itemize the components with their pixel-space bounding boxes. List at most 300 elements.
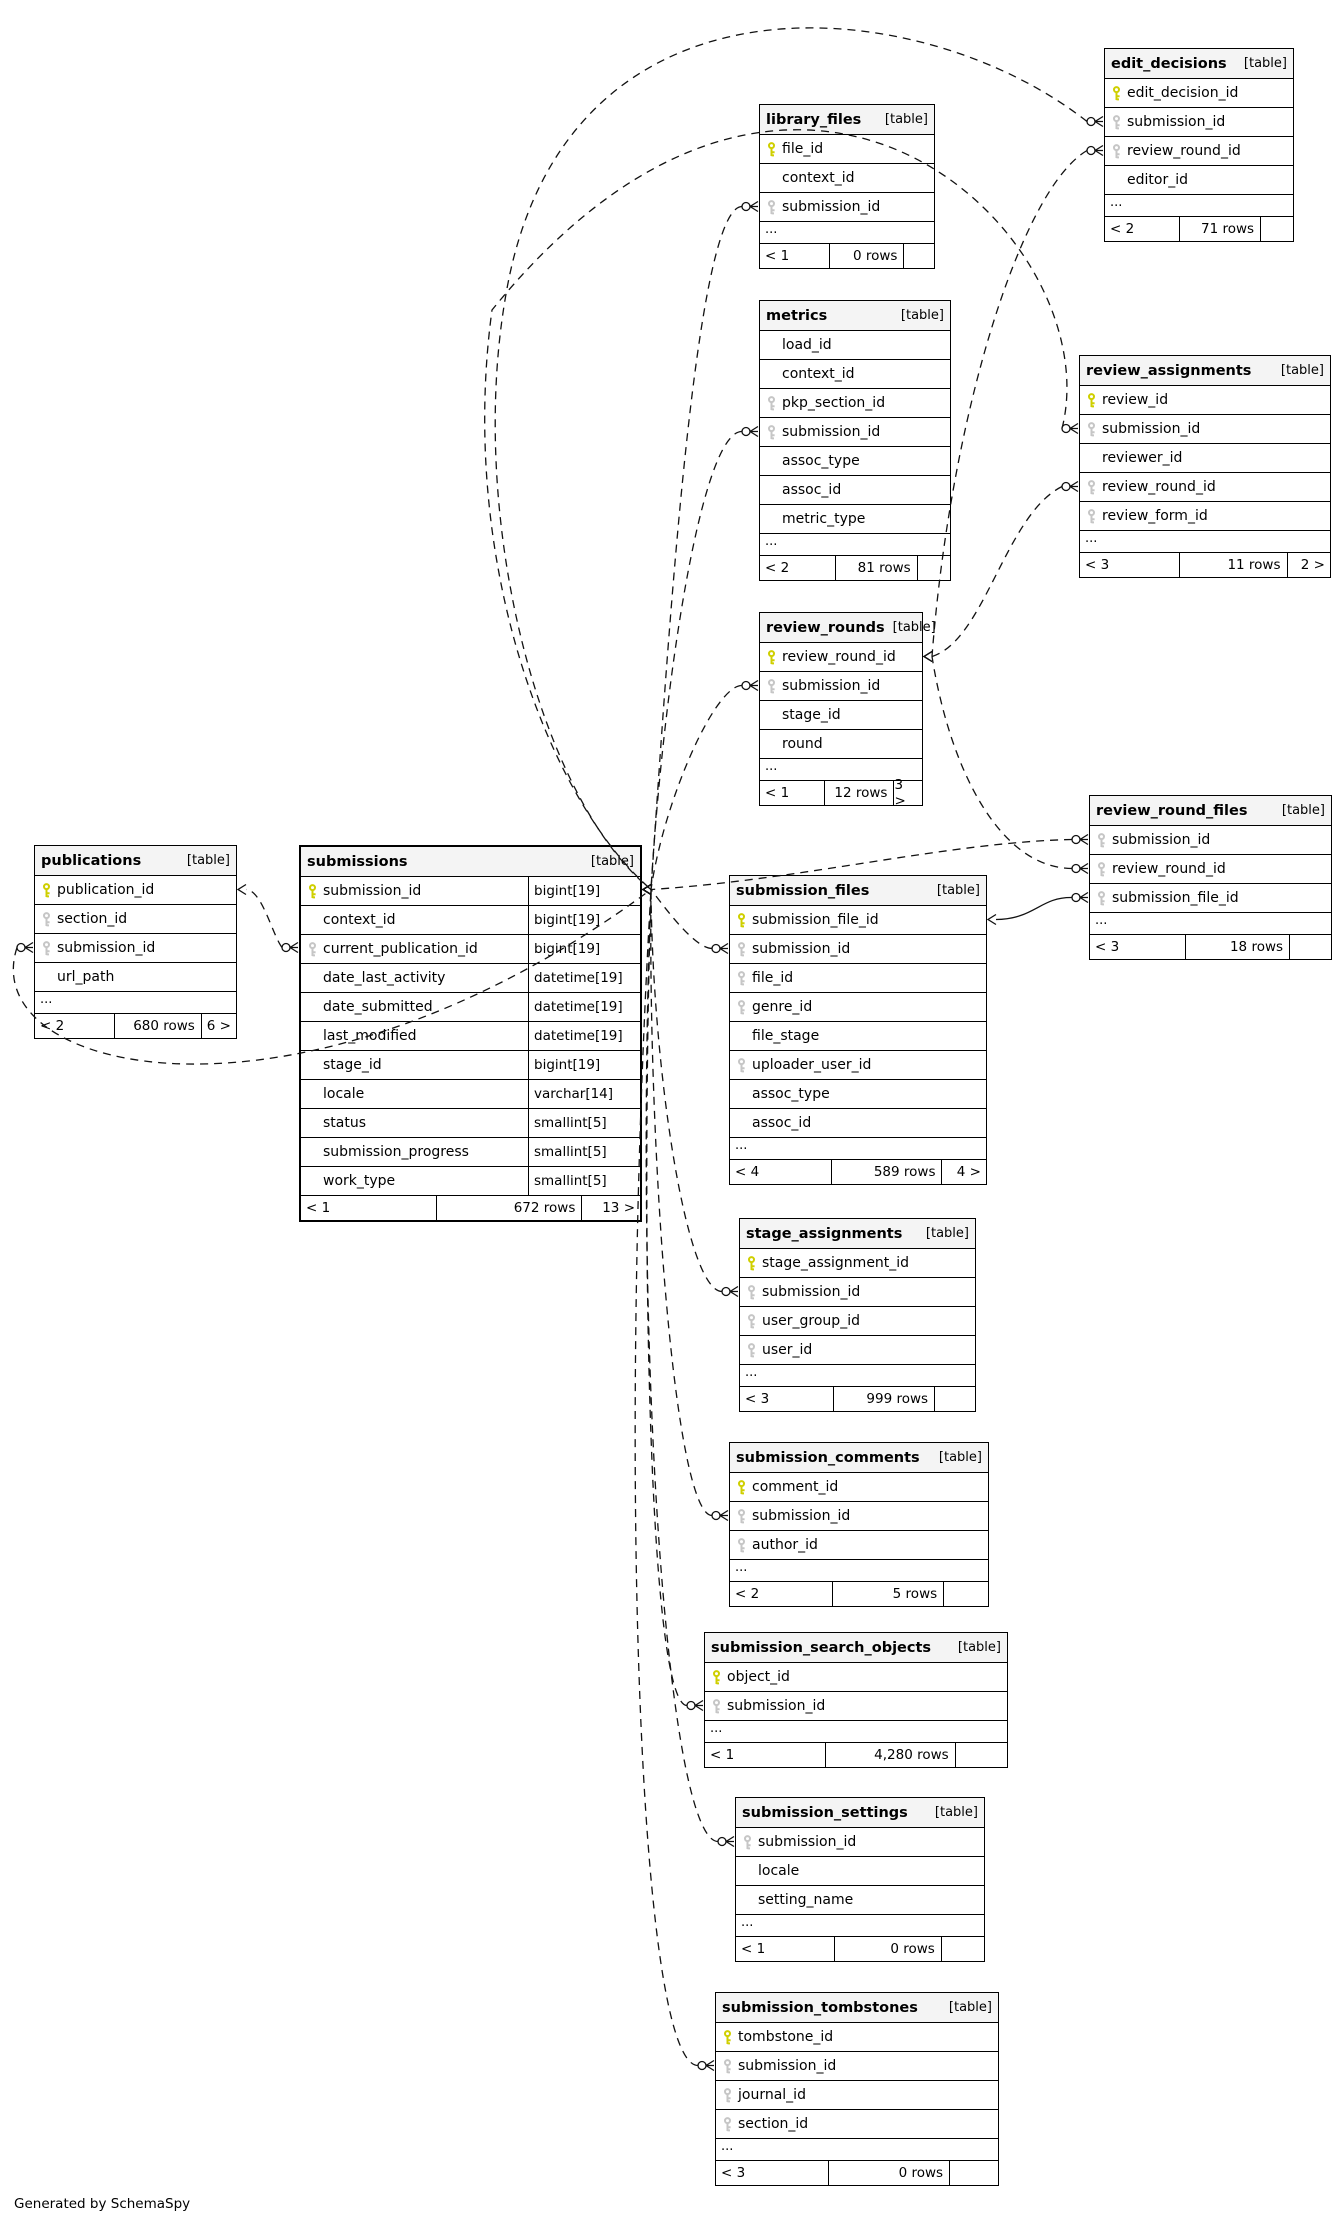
column-name: edit_decision_id bbox=[1127, 85, 1239, 101]
crow-foot-circle-icon bbox=[742, 203, 750, 211]
parent-arrow-icon bbox=[643, 885, 651, 895]
crow-foot-circle-icon bbox=[742, 682, 750, 690]
column-row-submission_id bbox=[730, 935, 986, 964]
column-row-pkp_section_id bbox=[760, 389, 950, 418]
parents-count: < 1 bbox=[705, 1743, 826, 1767]
column-name: locale bbox=[323, 1086, 365, 1102]
crow-foot-circle-icon bbox=[1072, 894, 1080, 902]
parents-count: < 4 bbox=[730, 1160, 832, 1184]
rows-count: 0 rows bbox=[835, 1937, 942, 1961]
parent-arrow-icon bbox=[643, 885, 651, 895]
table-name[interactable]: review_rounds bbox=[766, 619, 885, 636]
table-submission_files[interactable] bbox=[729, 875, 987, 1185]
ellipsis-row: ... bbox=[760, 759, 922, 781]
table-tag: [table] bbox=[1281, 803, 1325, 818]
crow-foot-icon bbox=[750, 427, 758, 437]
column-row-submission_id bbox=[1105, 108, 1293, 137]
fk-edge bbox=[635, 890, 698, 2066]
table-tag: [table] bbox=[1243, 56, 1287, 71]
column-row-submission_file_id bbox=[730, 906, 986, 935]
column-row-metric_type bbox=[760, 505, 950, 534]
column-row-submission_file_id bbox=[1090, 884, 1331, 913]
column-name: stage_id bbox=[782, 707, 841, 723]
column-name: comment_id bbox=[752, 1479, 839, 1495]
column-row-locale bbox=[736, 1857, 984, 1886]
table-submission_search_objects[interactable] bbox=[704, 1632, 1008, 1768]
table-tag: [table] bbox=[957, 1640, 1001, 1655]
column-name: setting_name bbox=[758, 1892, 854, 1908]
foreign-key-icon bbox=[1090, 833, 1112, 848]
column-row-submission_id bbox=[740, 1278, 975, 1307]
table-review_assignments[interactable] bbox=[1079, 355, 1331, 578]
table-name[interactable]: submission_comments bbox=[736, 1449, 920, 1466]
children-count: 3 > bbox=[894, 777, 906, 809]
ellipsis-row: ... bbox=[730, 1560, 988, 1582]
table-footer bbox=[301, 1196, 640, 1220]
column-row-file_id bbox=[760, 135, 934, 164]
table-header bbox=[736, 1798, 984, 1828]
crow-foot-circle-icon bbox=[1087, 118, 1095, 126]
column-name: submission_id bbox=[758, 1834, 857, 1850]
crow-foot-icon bbox=[1070, 482, 1078, 492]
column-name: review_id bbox=[1102, 392, 1169, 408]
column-row-review_round_id bbox=[760, 643, 922, 672]
parent-arrow-icon bbox=[643, 885, 651, 895]
table-library_files[interactable] bbox=[759, 104, 935, 269]
fk-edge bbox=[651, 207, 742, 890]
parent-arrow-icon bbox=[643, 885, 651, 895]
crow-foot-circle-icon bbox=[718, 1838, 726, 1846]
parents-count: < 3 bbox=[1090, 935, 1186, 959]
table-submission_tombstones[interactable] bbox=[715, 1992, 999, 2186]
column-name: submission_id bbox=[782, 424, 881, 440]
table-name[interactable]: review_assignments bbox=[1086, 362, 1252, 379]
ellipsis-row: ... bbox=[1105, 195, 1293, 217]
children-count bbox=[918, 556, 950, 580]
fk-edge bbox=[932, 151, 1087, 657]
foreign-key-icon bbox=[736, 1835, 758, 1850]
column-name: assoc_id bbox=[782, 482, 842, 498]
column-name: work_type bbox=[323, 1173, 396, 1189]
column-row-submission_id bbox=[705, 1692, 1007, 1721]
crow-foot-circle-icon bbox=[1072, 836, 1080, 844]
foreign-key-icon bbox=[35, 941, 57, 956]
column-name: stage_assignment_id bbox=[762, 1255, 910, 1271]
crow-foot-circle-icon bbox=[742, 428, 750, 436]
crow-foot-circle-icon bbox=[712, 945, 720, 953]
column-name: status bbox=[323, 1115, 367, 1131]
table-name[interactable]: submission_files bbox=[736, 882, 870, 899]
parent-arrow-icon bbox=[643, 885, 651, 895]
column-row-uploader_user_id bbox=[730, 1051, 986, 1080]
column-name: review_round_id bbox=[1112, 861, 1226, 877]
table-tag: [table] bbox=[900, 308, 944, 323]
column-type: smallint[5] bbox=[528, 1138, 640, 1166]
column-row-context_id bbox=[760, 164, 934, 193]
table-name[interactable]: edit_decisions bbox=[1111, 55, 1227, 72]
column-row-user_group_id bbox=[740, 1307, 975, 1336]
crow-foot-icon bbox=[750, 681, 758, 691]
fk-edge bbox=[996, 897, 1072, 919]
ellipsis-row: ... bbox=[705, 1721, 1007, 1743]
table-tag: [table] bbox=[884, 112, 928, 127]
column-row-context_id bbox=[760, 360, 950, 389]
table-name[interactable]: library_files bbox=[766, 111, 862, 128]
parent-arrow-icon bbox=[643, 885, 651, 895]
table-footer bbox=[716, 2161, 998, 2185]
generator-credit: Generated by SchemaSpy bbox=[14, 2196, 191, 2212]
children-count bbox=[1290, 935, 1331, 959]
column-name: submission_file_id bbox=[752, 912, 879, 928]
crow-foot-circle-icon bbox=[17, 944, 25, 952]
crow-foot-icon bbox=[1080, 864, 1088, 874]
fk-edge bbox=[651, 890, 712, 949]
rows-count: 12 rows bbox=[825, 781, 895, 805]
column-row-submission_id bbox=[1090, 826, 1331, 855]
primary-key-icon bbox=[730, 913, 752, 928]
table-footer bbox=[1105, 217, 1293, 241]
column-name: tombstone_id bbox=[738, 2029, 834, 2045]
column-type: smallint[5] bbox=[528, 1109, 640, 1137]
crow-foot-icon bbox=[730, 1287, 738, 1297]
table-header bbox=[1105, 49, 1293, 79]
table-name[interactable]: stage_assignments bbox=[746, 1225, 903, 1242]
column-name: round bbox=[782, 736, 823, 752]
foreign-key-icon bbox=[716, 2088, 738, 2103]
column-row-review_form_id bbox=[1080, 502, 1330, 531]
foreign-key-icon bbox=[740, 1285, 762, 1300]
column-name: journal_id bbox=[738, 2087, 806, 2103]
column-name: locale bbox=[758, 1863, 800, 1879]
column-name: uploader_user_id bbox=[752, 1057, 872, 1073]
foreign-key-icon bbox=[1105, 115, 1127, 130]
table-tag: [table] bbox=[892, 620, 936, 635]
table-name[interactable]: submissions bbox=[307, 853, 408, 870]
table-name[interactable]: submission_search_objects bbox=[711, 1639, 932, 1656]
table-header bbox=[1090, 796, 1331, 826]
table-footer bbox=[730, 1582, 988, 1606]
table-name[interactable]: submission_tombstones bbox=[722, 1999, 918, 2016]
ellipsis-row: ... bbox=[1090, 913, 1331, 935]
primary-key-icon bbox=[730, 1480, 752, 1495]
column-row-file_stage bbox=[730, 1022, 986, 1051]
table-footer bbox=[1090, 935, 1331, 959]
fk-edge bbox=[932, 657, 1072, 869]
children-count bbox=[944, 1582, 988, 1606]
parents-count: < 1 bbox=[760, 244, 830, 268]
children-count: 6 > bbox=[206, 1018, 231, 1034]
column-row-comment_id bbox=[730, 1473, 988, 1502]
foreign-key-icon bbox=[1090, 891, 1112, 906]
table-publications[interactable] bbox=[34, 845, 237, 1039]
parent-arrow-icon bbox=[643, 885, 651, 895]
table-tag: [table] bbox=[936, 883, 980, 898]
primary-key-icon bbox=[760, 650, 782, 665]
foreign-key-icon bbox=[740, 1343, 762, 1358]
parent-arrow-icon bbox=[643, 885, 651, 895]
column-row-work_type bbox=[301, 1167, 640, 1196]
children-count bbox=[935, 1387, 975, 1411]
primary-key-icon bbox=[760, 142, 782, 157]
parent-arrow-icon bbox=[643, 885, 651, 895]
column-name: author_id bbox=[752, 1537, 818, 1553]
table-review_round_files[interactable] bbox=[1089, 795, 1332, 960]
rows-count: 18 rows bbox=[1186, 935, 1290, 959]
crow-foot-circle-icon bbox=[698, 2062, 706, 2070]
column-name: publication_id bbox=[57, 882, 155, 898]
table-footer bbox=[760, 777, 922, 809]
fk-edge bbox=[932, 487, 1062, 657]
parents-count: < 1 bbox=[760, 781, 825, 805]
column-row-stage_id bbox=[301, 1051, 640, 1080]
table-footer bbox=[35, 1014, 236, 1038]
column-row-stage_assignment_id bbox=[740, 1249, 975, 1278]
column-name: submission_id bbox=[752, 1508, 851, 1524]
table-header bbox=[35, 846, 236, 876]
column-name: assoc_id bbox=[752, 1115, 812, 1131]
crow-foot-icon bbox=[1080, 835, 1088, 845]
table-header bbox=[760, 613, 936, 643]
column-row-last_modified bbox=[301, 1022, 640, 1051]
table-stage_assignments[interactable] bbox=[739, 1218, 976, 1412]
parents-count: < 2 bbox=[35, 1014, 115, 1038]
table-name[interactable]: metrics bbox=[766, 307, 828, 324]
table-submissions[interactable] bbox=[299, 845, 642, 1222]
parent-arrow-icon bbox=[924, 652, 932, 662]
table-tag: [table] bbox=[934, 1805, 978, 1820]
table-footer bbox=[705, 1743, 1007, 1767]
crow-foot-icon bbox=[290, 943, 298, 953]
column-name: submission_id bbox=[1127, 114, 1226, 130]
children-count bbox=[1261, 217, 1293, 241]
column-row-setting_name bbox=[736, 1886, 984, 1915]
column-name: pkp_section_id bbox=[782, 395, 886, 411]
foreign-key-icon bbox=[716, 2117, 738, 2132]
column-name: object_id bbox=[727, 1669, 790, 1685]
table-submission_comments[interactable] bbox=[729, 1442, 989, 1607]
ellipsis-row: ... bbox=[1080, 531, 1330, 553]
parent-arrow-icon bbox=[643, 885, 651, 895]
foreign-key-icon bbox=[760, 396, 782, 411]
primary-key-icon bbox=[1080, 393, 1102, 408]
column-name: reviewer_id bbox=[1102, 450, 1183, 466]
column-row-review_round_id bbox=[1105, 137, 1293, 166]
column-name: submission_id bbox=[762, 1284, 861, 1300]
crow-foot-icon bbox=[1080, 893, 1088, 903]
column-name: submission_id bbox=[727, 1698, 826, 1714]
parents-count: < 2 bbox=[1105, 217, 1180, 241]
column-name: context_id bbox=[782, 366, 855, 382]
crow-foot-icon bbox=[720, 1511, 728, 1521]
column-row-submission_id bbox=[760, 418, 950, 447]
column-row-context_id bbox=[301, 906, 640, 935]
column-name: user_group_id bbox=[762, 1313, 860, 1329]
column-row-assoc_id bbox=[730, 1109, 986, 1138]
column-name: url_path bbox=[57, 969, 115, 985]
rows-count: 999 rows bbox=[834, 1387, 935, 1411]
foreign-key-icon bbox=[730, 1000, 752, 1015]
table-header bbox=[730, 876, 986, 906]
table-header bbox=[760, 301, 950, 331]
primary-key-icon bbox=[740, 1256, 762, 1271]
foreign-key-icon bbox=[730, 1538, 752, 1553]
column-name: metric_type bbox=[782, 511, 866, 527]
fk-edge bbox=[651, 431, 742, 889]
primary-key-icon bbox=[1105, 86, 1127, 101]
column-row-submission_progress bbox=[301, 1138, 640, 1167]
column-type: bigint[19] bbox=[528, 1051, 640, 1079]
column-row-date_last_activity bbox=[301, 964, 640, 993]
crow-foot-circle-icon bbox=[712, 1512, 720, 1520]
column-name: submission_id bbox=[738, 2058, 837, 2074]
crow-foot-circle-icon bbox=[1062, 483, 1070, 491]
primary-key-icon bbox=[705, 1670, 727, 1685]
foreign-key-icon bbox=[730, 971, 752, 986]
column-row-edit_decision_id bbox=[1105, 79, 1293, 108]
column-type: bigint[19] bbox=[528, 877, 640, 905]
table-metrics[interactable] bbox=[759, 300, 951, 581]
column-row-date_submitted bbox=[301, 993, 640, 1022]
column-row-editor_id bbox=[1105, 166, 1293, 195]
column-name: submission_id bbox=[1112, 832, 1211, 848]
column-row-tombstone_id bbox=[716, 2023, 998, 2052]
column-row-submission_id bbox=[760, 193, 934, 222]
table-header bbox=[1080, 356, 1330, 386]
column-type: bigint[19] bbox=[528, 906, 640, 934]
column-name: submission_file_id bbox=[1112, 890, 1239, 906]
column-name: review_form_id bbox=[1102, 508, 1208, 524]
fk-edge bbox=[647, 890, 687, 1706]
table-submission_settings[interactable] bbox=[735, 1797, 985, 1962]
column-row-object_id bbox=[705, 1663, 1007, 1692]
table-footer bbox=[730, 1160, 986, 1184]
column-name: submission_id bbox=[1102, 421, 1201, 437]
column-name: genre_id bbox=[752, 999, 813, 1015]
rows-count: 4,280 rows bbox=[826, 1743, 956, 1767]
foreign-key-icon bbox=[760, 425, 782, 440]
table-header bbox=[705, 1633, 1007, 1663]
crow-foot-icon bbox=[1095, 146, 1103, 156]
ellipsis-row: ... bbox=[730, 1138, 986, 1160]
foreign-key-icon bbox=[705, 1699, 727, 1714]
column-name: load_id bbox=[782, 337, 832, 353]
table-edit_decisions[interactable] bbox=[1104, 48, 1294, 242]
column-row-section_id bbox=[35, 905, 236, 934]
column-row-genre_id bbox=[730, 993, 986, 1022]
parent-arrow-icon bbox=[643, 885, 651, 895]
crow-foot-icon bbox=[25, 943, 33, 953]
table-tag: [table] bbox=[938, 1450, 982, 1465]
parent-arrow-icon bbox=[988, 915, 996, 925]
foreign-key-icon bbox=[730, 1509, 752, 1524]
column-row-current_publication_id bbox=[301, 935, 640, 964]
rows-count: 680 rows bbox=[115, 1014, 201, 1038]
foreign-key-icon bbox=[740, 1314, 762, 1329]
column-name: user_id bbox=[762, 1342, 813, 1358]
column-row-assoc_id bbox=[760, 476, 950, 505]
column-row-review_round_id bbox=[1080, 473, 1330, 502]
table-header bbox=[760, 105, 934, 135]
foreign-key-icon bbox=[716, 2059, 738, 2074]
column-row-submission_id bbox=[760, 672, 922, 701]
foreign-key-icon bbox=[1080, 480, 1102, 495]
table-tag: [table] bbox=[948, 2000, 992, 2015]
crow-foot-icon bbox=[706, 2061, 714, 2071]
column-name: file_id bbox=[782, 141, 824, 157]
column-type: bigint[19] bbox=[528, 935, 640, 963]
column-row-user_id bbox=[740, 1336, 975, 1365]
table-header bbox=[740, 1219, 975, 1249]
parent-arrow-icon bbox=[238, 885, 246, 895]
table-tag: [table] bbox=[925, 1226, 969, 1241]
column-type: varchar[14] bbox=[528, 1080, 640, 1108]
crow-foot-circle-icon bbox=[687, 1702, 695, 1710]
fk-edge bbox=[246, 890, 282, 948]
parent-arrow-icon bbox=[643, 885, 651, 895]
column-name: editor_id bbox=[1127, 172, 1188, 188]
column-name: date_last_activity bbox=[323, 970, 446, 986]
parents-count: < 3 bbox=[1080, 553, 1180, 577]
column-row-submission_id bbox=[301, 877, 640, 906]
table-name[interactable]: review_round_files bbox=[1096, 802, 1248, 819]
rows-count: 11 rows bbox=[1180, 553, 1288, 577]
fk-edge bbox=[651, 890, 712, 1516]
parent-arrow-icon bbox=[924, 652, 932, 662]
foreign-key-icon bbox=[760, 679, 782, 694]
column-row-stage_id bbox=[760, 701, 922, 730]
foreign-key-icon bbox=[760, 200, 782, 215]
crow-foot-icon bbox=[726, 1837, 734, 1847]
column-row-round bbox=[760, 730, 922, 759]
column-row-assoc_type bbox=[730, 1080, 986, 1109]
parents-count: < 1 bbox=[301, 1196, 437, 1220]
column-row-submission_id bbox=[1080, 415, 1330, 444]
crow-foot-icon bbox=[750, 202, 758, 212]
crow-foot-icon bbox=[1095, 117, 1103, 127]
column-name: context_id bbox=[782, 170, 855, 186]
table-tag: [table] bbox=[1280, 363, 1324, 378]
crow-foot-circle-icon bbox=[282, 944, 290, 952]
foreign-key-icon bbox=[35, 912, 57, 927]
column-name: section_id bbox=[57, 911, 128, 927]
rows-count: 672 rows bbox=[437, 1196, 583, 1220]
foreign-key-icon bbox=[1080, 422, 1102, 437]
foreign-key-icon bbox=[1105, 144, 1127, 159]
column-row-review_round_id bbox=[1090, 855, 1331, 884]
crow-foot-circle-icon bbox=[1062, 425, 1070, 433]
table-header bbox=[301, 847, 640, 877]
column-row-url_path bbox=[35, 963, 236, 992]
table-review_rounds[interactable] bbox=[759, 612, 936, 809]
crow-foot-circle-icon bbox=[722, 1288, 730, 1296]
column-name: file_stage bbox=[752, 1028, 820, 1044]
column-name: file_id bbox=[752, 970, 794, 986]
column-row-load_id bbox=[760, 331, 950, 360]
table-footer bbox=[736, 1937, 984, 1961]
table-footer bbox=[740, 1387, 975, 1411]
primary-key-icon bbox=[716, 2030, 738, 2045]
table-name[interactable]: publications bbox=[41, 852, 142, 869]
table-name[interactable]: submission_settings bbox=[742, 1804, 908, 1821]
rows-count: 589 rows bbox=[832, 1160, 942, 1184]
crow-foot-circle-icon bbox=[1087, 147, 1095, 155]
ellipsis-row: ... bbox=[760, 222, 934, 244]
children-count: 2 > bbox=[1300, 557, 1325, 573]
column-type: datetime[19] bbox=[528, 964, 640, 992]
column-type: datetime[19] bbox=[528, 993, 640, 1021]
column-row-submission_id bbox=[730, 1502, 988, 1531]
children-count bbox=[950, 2161, 998, 2185]
